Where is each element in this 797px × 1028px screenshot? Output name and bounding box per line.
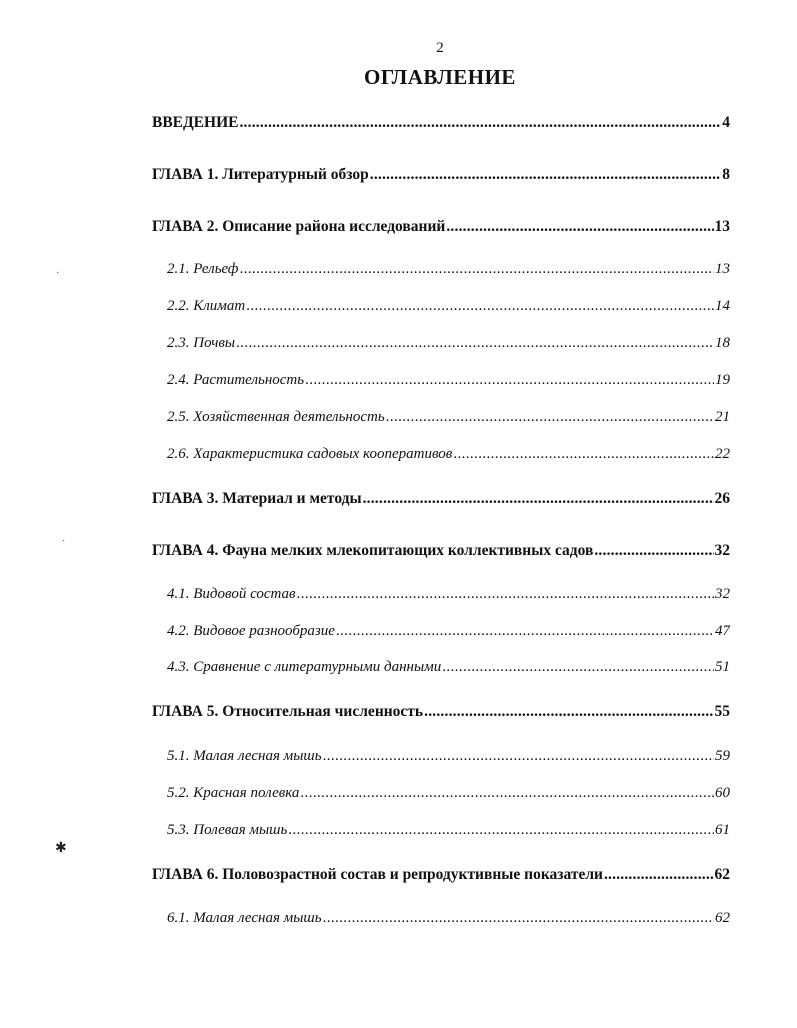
dot-leader [453, 446, 714, 463]
toc-entry-section-2-4 [167, 372, 730, 394]
toc-entry-chapter-4 [152, 542, 730, 564]
toc-entry-page: 26 [714, 490, 730, 507]
toc-entry-page: 47 [715, 623, 730, 639]
toc-entry-chapter-2 [152, 218, 730, 240]
toc-entry-page: 14 [715, 298, 730, 314]
dot-leader [288, 822, 714, 839]
toc-entry-label: ГЛАВА 5. Относительная численность [152, 703, 424, 720]
toc-entry-label: ГЛАВА 6. Половозрастной состав и репродуктивные показатели [152, 866, 603, 883]
toc-entry-section-6-1 [167, 910, 730, 932]
toc-entry-label: ГЛАВА 1. Литературный обзор [152, 166, 369, 183]
toc-entry-label: 4.1. Видовой состав [167, 586, 296, 602]
toc-entry-page: 55 [714, 703, 730, 720]
toc-entry-section-2-1 [167, 261, 730, 283]
toc-entry-label: 5.3. Полевая мышь [167, 822, 288, 838]
toc-entry-page: 32 [714, 542, 730, 559]
toc-entry-page: 60 [715, 785, 730, 801]
dot-leader [442, 659, 714, 676]
toc-entry-page: 19 [715, 372, 730, 388]
toc-entry-page: 62 [714, 866, 730, 883]
toc-entry-label: 2.3. Почвы [167, 335, 236, 351]
toc-entry-chapter-5 [152, 703, 730, 725]
toc-entry-label: 2.1. Рельеф [167, 261, 239, 277]
toc-entry-label: 2.6. Характеристика садовых кооперативов [167, 446, 453, 462]
toc-entry-label: 5.2. Красная полевка [167, 785, 300, 801]
toc-entry-page: 21 [715, 409, 730, 425]
toc-entry-page: 8 [722, 166, 730, 183]
toc-entry-page: 18 [715, 335, 730, 351]
dot-leader [604, 866, 714, 884]
toc-entry-section-5-1 [167, 748, 730, 770]
toc-entry-label: ВВЕДЕНИЕ [152, 114, 239, 131]
toc-entry-introduction [152, 114, 730, 136]
toc-entry-page: 51 [715, 659, 730, 675]
toc-entry-section-4-3 [167, 659, 730, 681]
toc-entry-label: ГЛАВА 3. Материал и методы [152, 490, 362, 507]
toc-entry-page: 32 [715, 586, 730, 602]
toc-entry-label: ГЛАВА 4. Фауна мелких млекопитающих коллективных садов [152, 542, 594, 559]
toc-entry-section-2-2 [167, 298, 730, 320]
toc-entry-page: 62 [715, 910, 730, 926]
scan-speck: · [62, 536, 66, 547]
toc-entry-page: 4 [722, 114, 730, 131]
toc-entry-label: 6.1. Малая лесная мышь [167, 910, 322, 926]
toc-entry-page: 22 [715, 446, 730, 462]
dot-leader [297, 586, 714, 603]
toc-entry-chapter-3 [152, 490, 730, 512]
toc-entry-page: 59 [715, 748, 730, 764]
dot-leader [323, 910, 714, 927]
dot-leader [370, 166, 721, 184]
dot-leader [424, 703, 713, 721]
dot-leader [246, 298, 714, 315]
dot-leader [446, 218, 713, 236]
toc-entry-chapter-1 [152, 166, 730, 188]
page-number: 2 [436, 40, 444, 56]
dot-leader [300, 785, 714, 802]
dot-leader [236, 335, 714, 352]
toc-entry-section-5-2 [167, 785, 730, 807]
toc-entry-label: 2.2. Климат [167, 298, 246, 314]
toc-entry-label: 5.1. Малая лесная мышь [167, 748, 322, 764]
toc-entry-page: 13 [715, 261, 730, 277]
toc-entry-label: 2.4. Растительность [167, 372, 305, 388]
toc-entry-label: 2.5. Хозяйственная деятельность [167, 409, 385, 425]
toc-entry-chapter-6 [152, 866, 730, 888]
scan-speck: ✱ [55, 841, 67, 856]
scan-speck: · [56, 268, 60, 279]
toc-entry-section-5-3 [167, 822, 730, 844]
toc-entry-section-2-3 [167, 335, 730, 357]
dot-leader [239, 114, 721, 132]
toc-entry-section-4-1 [167, 586, 730, 608]
dot-leader [594, 542, 713, 560]
toc-title: ОГЛАВЛЕНИЕ [364, 65, 516, 89]
toc-entry-page: 61 [715, 822, 730, 838]
dot-leader [305, 372, 714, 389]
toc-entry-section-2-6 [167, 446, 730, 468]
dot-leader [386, 409, 714, 426]
toc-entry-label: ГЛАВА 2. Описание района исследований [152, 218, 446, 235]
dot-leader [239, 261, 714, 278]
toc-entry-section-2-5 [167, 409, 730, 431]
toc-entry-label: 4.2. Видовое разнообразие [167, 623, 335, 639]
toc-entry-page: 13 [714, 218, 730, 235]
dot-leader [336, 623, 714, 640]
dot-leader [323, 748, 714, 765]
dot-leader [363, 490, 714, 508]
toc-entry-label: 4.3. Сравнение с литературными данными [167, 659, 442, 675]
toc-entry-section-4-2 [167, 623, 730, 645]
